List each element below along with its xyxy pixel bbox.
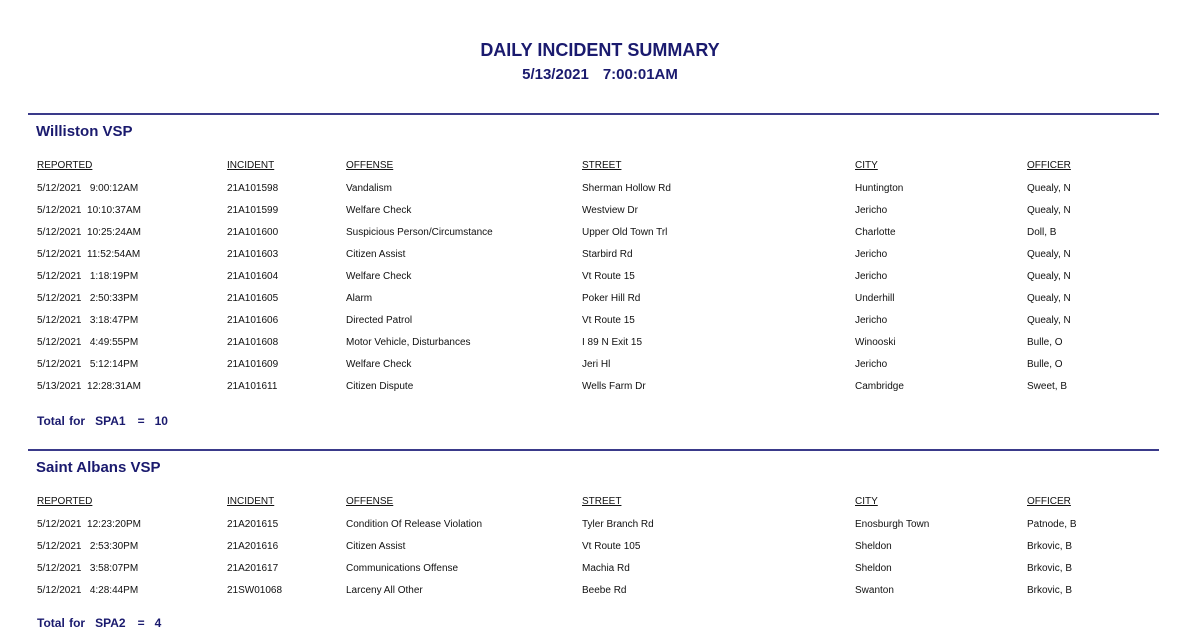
cell-reported: 5/12/2021 3:18:47PM — [37, 315, 139, 326]
col-offense: OFFENSE — [346, 496, 394, 507]
cell-reported: 5/12/2021 1:18:19PM — [37, 271, 139, 282]
cell-offense: Larceny All Other — [346, 585, 423, 596]
cell-incident: 21A101605 — [227, 293, 279, 304]
total-label: Total for — [37, 414, 86, 428]
cell-officer: Patnode, B — [1027, 519, 1077, 530]
col-city: CITY — [855, 496, 878, 507]
cell-city: Underhill — [855, 293, 895, 304]
cell-officer: Quealy, N — [1027, 183, 1071, 194]
cell-offense: Suspicious Person/Circumstance — [346, 227, 493, 238]
cell-street: I 89 N Exit 15 — [582, 337, 643, 348]
cell-officer: Quealy, N — [1027, 293, 1071, 304]
cell-reported: 5/12/2021 2:50:33PM — [37, 293, 139, 304]
table-row — [28, 563, 1159, 579]
cell-city: Jericho — [855, 205, 888, 216]
cell-officer: Quealy, N — [1027, 205, 1071, 216]
cell-reported: 5/12/2021 9:00:12AM — [37, 183, 139, 194]
table-row — [28, 381, 1159, 397]
section-title: Williston VSP — [36, 123, 133, 140]
cell-street: Beebe Rd — [582, 585, 627, 596]
section-saint-albans — [28, 449, 1159, 630]
table-row — [28, 271, 1159, 287]
cell-offense: Communications Offense — [346, 563, 459, 574]
cell-officer: Quealy, N — [1027, 249, 1071, 260]
col-street: STREET — [582, 496, 622, 507]
cell-city: Cambridge — [855, 381, 904, 392]
cell-street: Tyler Branch Rd — [582, 519, 654, 530]
table-row — [28, 359, 1159, 375]
cell-street: Vt Route 15 — [582, 315, 635, 326]
report-title: DAILY INCIDENT SUMMARY — [480, 40, 720, 60]
cell-incident: 21A201616 — [227, 541, 279, 552]
cell-city: Jericho — [855, 249, 888, 260]
table-row — [28, 585, 1159, 601]
cell-incident: 21A101600 — [227, 227, 279, 238]
col-city: CITY — [855, 160, 878, 171]
cell-reported: 5/12/2021 2:53:30PM — [37, 541, 139, 552]
cell-street: Jeri Hl — [582, 359, 611, 370]
cell-officer: Sweet, B — [1027, 381, 1068, 392]
report-time: 7:00:01AM — [602, 66, 678, 83]
cell-city: Winooski — [855, 337, 896, 348]
total-count: 10 — [154, 414, 168, 428]
col-reported: REPORTED — [37, 160, 93, 171]
cell-offense: Welfare Check — [346, 205, 412, 216]
cell-street: Vt Route 105 — [582, 541, 641, 552]
table-row — [28, 519, 1159, 535]
cell-reported: 5/12/2021 5:12:14PM — [37, 359, 139, 370]
report-datetime — [0, 66, 1200, 83]
total-label: Total for — [37, 616, 86, 630]
cell-street: Machia Rd — [582, 563, 630, 574]
section-total — [37, 414, 168, 428]
cell-reported: 5/13/2021 12:28:31AM — [37, 381, 141, 392]
section-divider — [28, 113, 1159, 115]
col-street: STREET — [582, 160, 622, 171]
col-incident: INCIDENT — [227, 496, 275, 507]
cell-incident: 21A101599 — [227, 205, 279, 216]
cell-offense: Directed Patrol — [346, 315, 413, 326]
cell-reported: 5/12/2021 4:49:55PM — [37, 337, 139, 348]
report-date: 5/13/2021 — [522, 66, 589, 83]
table-row — [28, 541, 1159, 557]
cell-city: Jericho — [855, 315, 888, 326]
cell-city: Sheldon — [855, 563, 892, 574]
cell-city: Jericho — [855, 271, 888, 282]
table-row — [28, 315, 1159, 331]
col-offense: OFFENSE — [346, 160, 394, 171]
cell-officer: Quealy, N — [1027, 271, 1071, 282]
cell-reported: 5/12/2021 12:23:20PM — [37, 519, 141, 530]
cell-offense: Condition Of Release Violation — [346, 519, 483, 530]
cell-street: Vt Route 15 — [582, 271, 635, 282]
cell-offense: Citizen Assist — [346, 249, 406, 260]
cell-incident: 21A201617 — [227, 563, 279, 574]
cell-officer: Doll, B — [1027, 227, 1057, 238]
cell-incident: 21A101611 — [227, 381, 278, 392]
cell-reported: 5/12/2021 10:25:24AM — [37, 227, 141, 238]
table-row — [28, 183, 1159, 199]
cell-officer: Bulle, O — [1027, 359, 1063, 370]
cell-incident: 21A101604 — [227, 271, 279, 282]
cell-offense: Motor Vehicle, Disturbances — [346, 337, 471, 348]
cell-offense: Welfare Check — [346, 359, 412, 370]
cell-reported: 5/12/2021 4:28:44PM — [37, 585, 139, 596]
cell-officer: Brkovic, B — [1027, 585, 1073, 596]
col-incident: INCIDENT — [227, 160, 275, 171]
col-reported: REPORTED — [37, 496, 93, 507]
total-count: 4 — [154, 616, 162, 630]
section-williston — [28, 113, 1159, 433]
cell-city: Enosburgh Town — [855, 519, 930, 530]
total-equals: = — [137, 414, 145, 428]
cell-officer: Bulle, O — [1027, 337, 1063, 348]
table-row — [28, 293, 1159, 309]
table-header — [28, 496, 1159, 512]
cell-incident: 21SW01068 — [227, 585, 283, 596]
cell-city: Charlotte — [855, 227, 896, 238]
cell-city: Sheldon — [855, 541, 892, 552]
cell-officer: Quealy, N — [1027, 315, 1071, 326]
cell-reported: 5/12/2021 11:52:54AM — [37, 249, 141, 260]
cell-street: Starbird Rd — [582, 249, 633, 260]
cell-street: Westview Dr — [582, 205, 638, 216]
cell-city: Swanton — [855, 585, 894, 596]
cell-offense: Alarm — [346, 293, 373, 304]
table-row — [28, 205, 1159, 221]
table-row — [28, 337, 1159, 353]
table-header — [28, 160, 1159, 176]
cell-incident: 21A101603 — [227, 249, 279, 260]
col-officer: OFFICER — [1027, 496, 1071, 507]
cell-incident: 21A101609 — [227, 359, 279, 370]
col-officer: OFFICER — [1027, 160, 1071, 171]
cell-street: Upper Old Town Trl — [582, 227, 668, 238]
cell-reported: 5/12/2021 10:10:37AM — [37, 205, 141, 216]
cell-officer: Brkovic, B — [1027, 563, 1073, 574]
table-row — [28, 249, 1159, 265]
cell-street: Wells Farm Dr — [582, 381, 646, 392]
cell-city: Jericho — [855, 359, 888, 370]
total-code: SPA1 — [95, 414, 126, 428]
cell-offense: Citizen Assist — [346, 541, 406, 552]
section-title: Saint Albans VSP — [36, 459, 161, 476]
cell-officer: Brkovic, B — [1027, 541, 1073, 552]
section-total — [37, 616, 161, 630]
table-row — [28, 227, 1159, 243]
cell-incident: 21A101606 — [227, 315, 279, 326]
cell-street: Sherman Hollow Rd — [582, 183, 671, 194]
cell-street: Poker Hill Rd — [582, 293, 641, 304]
cell-reported: 5/12/2021 3:58:07PM — [37, 563, 139, 574]
cell-incident: 21A201615 — [227, 519, 279, 530]
cell-offense: Welfare Check — [346, 271, 412, 282]
cell-offense: Citizen Dispute — [346, 381, 414, 392]
total-code: SPA2 — [95, 616, 126, 630]
cell-incident: 21A101598 — [227, 183, 279, 194]
cell-offense: Vandalism — [346, 183, 392, 194]
total-equals: = — [137, 616, 145, 630]
cell-city: Huntington — [855, 183, 904, 194]
cell-incident: 21A101608 — [227, 337, 279, 348]
section-divider — [28, 449, 1159, 451]
